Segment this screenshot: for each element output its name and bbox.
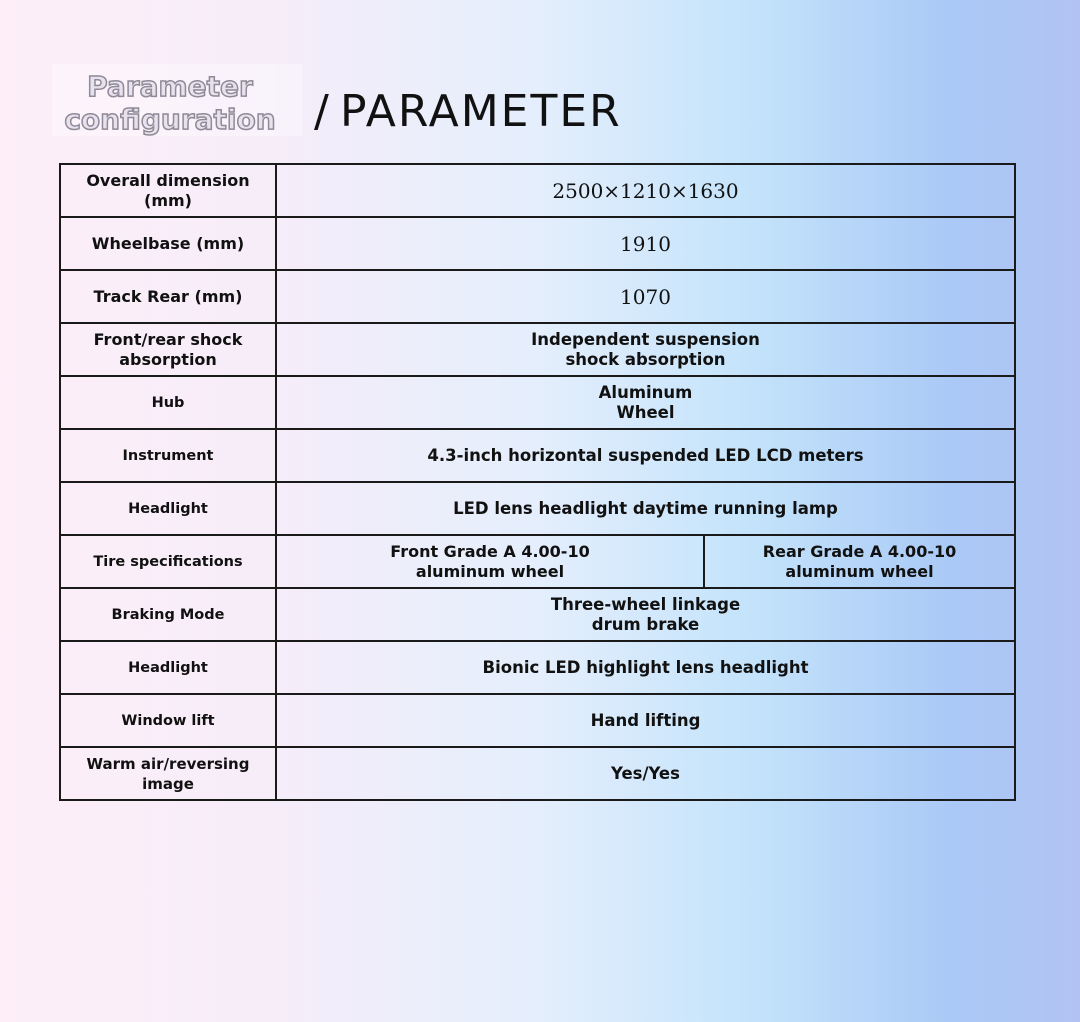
table-row xyxy=(60,747,1015,800)
row-label: Hub xyxy=(60,376,276,429)
row-label: Wheelbase (mm) xyxy=(60,217,276,270)
table-row xyxy=(60,535,1015,588)
table-row xyxy=(60,588,1015,641)
row-label: Braking Mode xyxy=(60,588,276,641)
row-value: Three-wheel linkage drum brake xyxy=(550,594,741,634)
table-row xyxy=(60,323,1015,376)
row-label: Tire specifications xyxy=(60,535,276,588)
tire-front-value: Front Grade A 4.00-10 aluminum wheel xyxy=(390,541,590,581)
table-row xyxy=(60,641,1015,694)
row-value: Bionic LED highlight lens headlight xyxy=(276,641,1015,694)
table-row xyxy=(60,694,1015,747)
table-row xyxy=(60,482,1015,535)
row-label: Front/rear shock absorption xyxy=(93,329,243,369)
row-label: Warm air/reversing image xyxy=(60,747,276,800)
row-value: LED lens headlight daytime running lamp xyxy=(276,482,1015,535)
table-row xyxy=(60,376,1015,429)
title-localized: Parameter configuration xyxy=(64,70,276,136)
row-value: Hand lifting xyxy=(276,694,1015,747)
row-label: Track Rear (mm) xyxy=(60,270,276,323)
table-row xyxy=(60,429,1015,482)
row-label: Headlight xyxy=(60,641,276,694)
table-row xyxy=(60,164,1015,217)
row-label: Headlight xyxy=(60,482,276,535)
row-label: Window lift xyxy=(60,694,276,747)
row-value: 4.3-inch horizontal suspended LED LCD meters xyxy=(276,429,1015,482)
row-label: Overall dimension (mm) xyxy=(60,164,276,217)
row-value: 1910 xyxy=(276,217,1015,270)
row-value: 2500×1210×1630 xyxy=(276,164,1015,217)
table-row xyxy=(60,270,1015,323)
page-title: PARAMETER xyxy=(340,86,622,137)
row-value: Yes/Yes xyxy=(276,747,1015,800)
row-value: 1070 xyxy=(276,270,1015,323)
row-label: Instrument xyxy=(60,429,276,482)
parameter-table xyxy=(59,163,1016,801)
table-row xyxy=(60,217,1015,270)
row-value: Independent suspension shock absorption xyxy=(531,329,760,369)
title-slash: / xyxy=(314,86,329,137)
tire-rear-value: Rear Grade A 4.00-10 aluminum wheel xyxy=(762,541,957,581)
row-value: Aluminum Wheel xyxy=(598,382,693,422)
